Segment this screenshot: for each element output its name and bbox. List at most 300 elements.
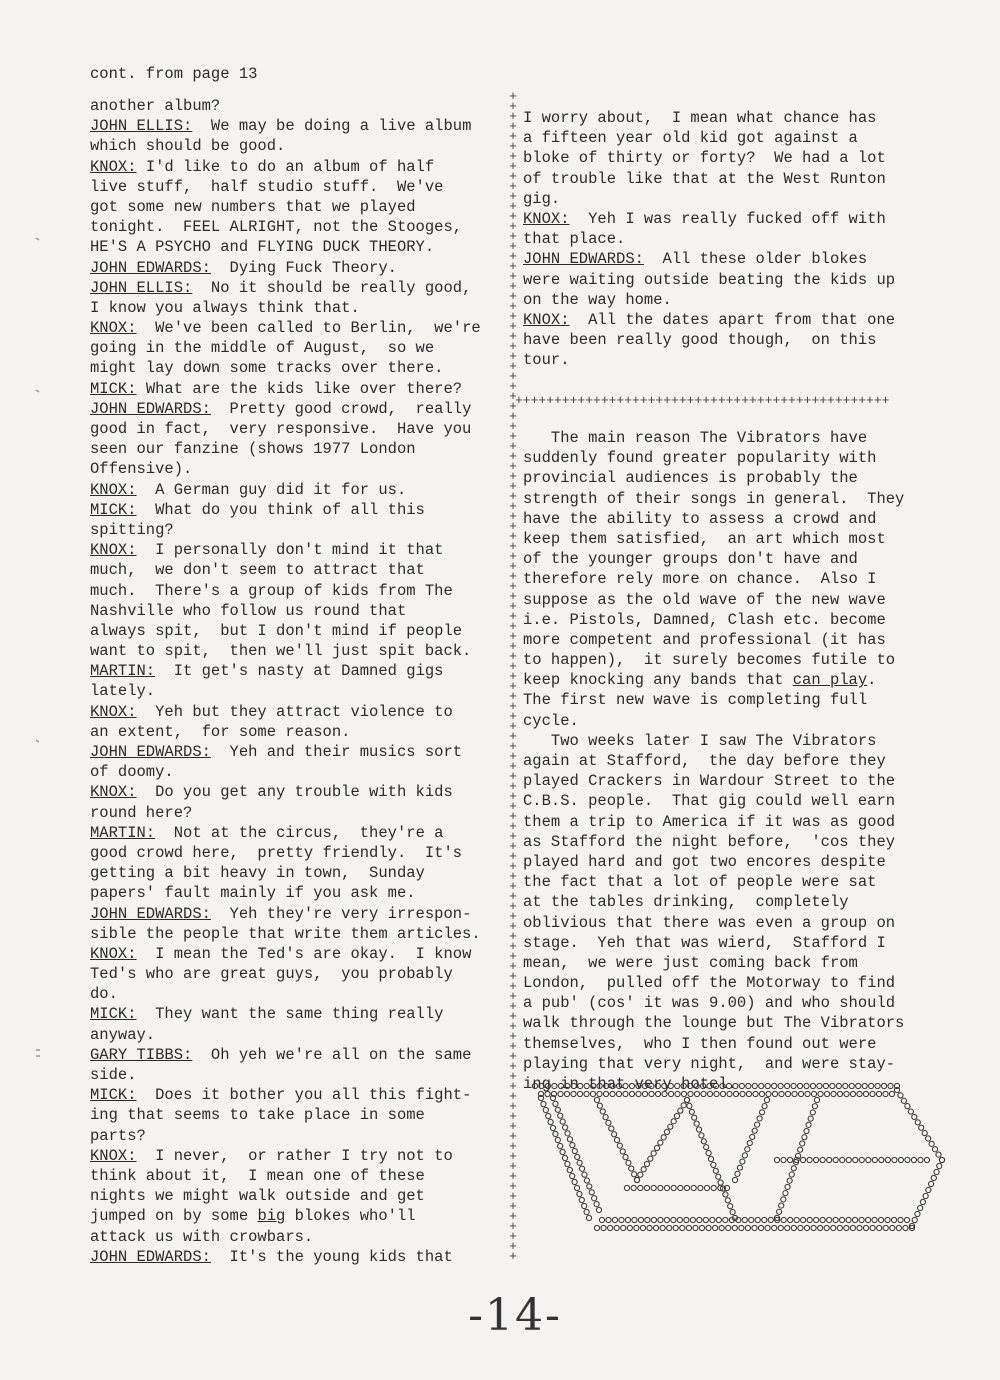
logo-dot	[745, 1147, 750, 1152]
logo-dot	[571, 1083, 576, 1088]
text-line	[90, 480, 502, 500]
logo-dot	[671, 1217, 676, 1222]
right-column-interview-text	[523, 108, 923, 370]
text-line	[523, 448, 923, 468]
logo-dot	[774, 1157, 779, 1162]
logo-dot	[572, 1148, 577, 1153]
logo-dot	[806, 1122, 811, 1127]
logo-dot	[582, 1203, 587, 1208]
logo-dot	[811, 1225, 816, 1230]
section-divider-plus-line: ++++++++++++++++++++++++++++++++++++++++++++++++	[515, 394, 890, 408]
text-segment: Dying Fuck Theory.	[210, 258, 397, 277]
logo-dot	[636, 1083, 641, 1088]
text-segment: good crowd here, pretty friendly. It's	[90, 843, 463, 862]
logo-dot	[807, 1157, 812, 1162]
logo-dot	[684, 1097, 689, 1102]
logo-dot	[567, 1167, 572, 1172]
text-line	[523, 610, 923, 630]
text-segment: The first new wave is completing full	[523, 691, 868, 710]
logo-dot	[915, 1211, 920, 1216]
underlined-text: JOHN ELLIS:	[90, 117, 193, 136]
text-line	[523, 209, 923, 229]
text-segment: I know you always think that.	[90, 298, 360, 317]
text-segment: ing that seems to take place in some	[90, 1106, 425, 1125]
text-line	[90, 298, 502, 318]
text-segment: played hard and got two encores despite	[523, 852, 886, 871]
logo-dot	[811, 1091, 816, 1096]
logo-dot	[931, 1175, 936, 1180]
logo-dot	[693, 1225, 698, 1230]
logo-dot	[706, 1225, 711, 1230]
logo-dot	[781, 1217, 786, 1222]
logo-dot	[609, 1126, 614, 1131]
logo-dot	[885, 1157, 890, 1162]
logo-dot	[601, 1225, 606, 1230]
logo-dot	[558, 1143, 563, 1148]
logo-dot	[550, 1125, 555, 1130]
logo-dot	[758, 1225, 763, 1230]
logo-dot	[620, 1149, 625, 1154]
text-segment: walk through the lounge but The Vibrators	[523, 1014, 905, 1033]
text-segment: The main reason The Vibrators have	[523, 429, 868, 447]
logo-dot	[810, 1110, 815, 1115]
logo-dot	[714, 1091, 719, 1096]
text-segment: seen our fanzine (shows 1977 London	[90, 440, 416, 459]
logo-dot	[932, 1147, 937, 1152]
logo-dot	[742, 1153, 747, 1158]
text-line	[90, 500, 502, 520]
logo-dot	[912, 1114, 917, 1119]
logo-dot	[739, 1225, 744, 1230]
logo-dot	[805, 1091, 810, 1096]
logo-dot	[844, 1091, 849, 1096]
text-segment: that place.	[523, 230, 626, 249]
logo-dot	[862, 1083, 867, 1088]
underlined-text: JOHN EDWARDS:	[523, 250, 644, 269]
logo-dot	[753, 1091, 758, 1096]
logo-dot	[655, 1091, 660, 1096]
logo-dot	[562, 1155, 567, 1160]
logo-dot	[810, 1083, 815, 1088]
logo-dot	[623, 1155, 628, 1160]
logo-dot	[794, 1217, 799, 1222]
text-line	[90, 1045, 502, 1065]
logo-dot	[698, 1185, 703, 1190]
logo-dot	[604, 1083, 609, 1088]
logo-dot	[692, 1115, 697, 1120]
text-segment: of the younger groups don't have and	[523, 550, 858, 569]
underlined-text: KNOX:	[90, 783, 137, 802]
text-line	[523, 933, 923, 953]
logo-dot	[560, 1119, 565, 1124]
logo-dot	[673, 1225, 678, 1230]
logo-dot	[732, 1225, 737, 1230]
text-line	[90, 1146, 502, 1166]
logo-dot	[778, 1225, 783, 1230]
logo-dot	[872, 1157, 877, 1162]
underlined-text: MICK:	[90, 379, 137, 398]
logo-dot	[730, 1210, 735, 1215]
logo-dot	[840, 1157, 845, 1162]
logo-dot	[612, 1132, 617, 1137]
logo-dot	[798, 1091, 803, 1096]
text-line	[523, 731, 923, 751]
logo-dot	[681, 1103, 686, 1108]
text-line	[90, 984, 502, 1004]
logo-dot	[791, 1166, 796, 1171]
logo-dot	[850, 1225, 855, 1230]
text-segment: live stuff, half studio stuff. We've	[90, 177, 444, 196]
text-segment: think about it, I mean one of these	[90, 1166, 425, 1185]
logo-dot	[846, 1157, 851, 1162]
logo-dot	[626, 1160, 631, 1165]
logo-dot	[727, 1091, 732, 1096]
text-line	[523, 290, 923, 310]
logo-dot	[567, 1137, 572, 1142]
text-line	[90, 278, 502, 298]
underlined-text: KNOX:	[90, 702, 137, 721]
logo-dot	[555, 1107, 560, 1112]
logo-dot	[713, 1168, 718, 1173]
logo-dot	[881, 1083, 886, 1088]
text-line	[523, 148, 923, 168]
logo-dot	[859, 1157, 864, 1162]
text-line	[90, 318, 502, 338]
text-segment: suddenly found greater popularity with	[523, 449, 877, 468]
text-line	[90, 601, 502, 621]
logo-dot	[596, 1207, 601, 1212]
logo-dot	[610, 1083, 615, 1088]
text-line	[523, 509, 923, 529]
logo-dot	[661, 1135, 666, 1140]
logo-dot	[768, 1217, 773, 1222]
text-segment: London, pulled off the Motorway to find	[523, 974, 896, 993]
logo-dot	[658, 1140, 663, 1145]
text-segment: always spit, but I don't mind if people	[90, 621, 463, 640]
logo-dot	[599, 1217, 604, 1222]
logo-dot	[577, 1160, 582, 1165]
logo-dot	[898, 1093, 903, 1098]
logo-dot	[911, 1157, 916, 1162]
logo-dot	[866, 1157, 871, 1162]
logo-dot	[590, 1091, 595, 1096]
text-segment: I'd like to do an album of half	[136, 157, 435, 176]
logo-dot	[904, 1217, 909, 1222]
text-segment: What do you think of all this	[136, 500, 425, 519]
text-line	[90, 883, 502, 903]
logo-dot	[711, 1185, 716, 1190]
text-line	[523, 189, 923, 209]
logo-dot	[876, 1091, 881, 1096]
logo-dot	[723, 1217, 728, 1222]
logo-dot	[883, 1225, 888, 1230]
text-segment: might lay down some tracks over there.	[90, 359, 444, 378]
underlined-text: MARTIN:	[90, 823, 156, 842]
text-segment: have the ability to assess a crowd and	[523, 509, 877, 528]
logo-dot	[928, 1181, 933, 1186]
text-segment: were waiting outside beating the kids up	[523, 270, 896, 289]
underlined-text: JOHN ELLIS:	[90, 278, 193, 297]
underlined-text: KNOX:	[90, 480, 137, 499]
text-line	[90, 1126, 502, 1146]
text-line	[523, 771, 923, 791]
logo-dot	[662, 1083, 667, 1088]
logo-dot	[579, 1197, 584, 1202]
logo-dot	[645, 1217, 650, 1222]
logo-dot	[565, 1161, 570, 1166]
logo-dot	[606, 1217, 611, 1222]
logo-dot	[898, 1217, 903, 1222]
logo-dot	[870, 1091, 875, 1096]
logo-dot	[831, 1091, 836, 1096]
text-line	[90, 762, 502, 782]
text-line	[90, 581, 502, 601]
logo-dot	[638, 1217, 643, 1222]
logo-dot	[762, 1104, 767, 1109]
text-line	[90, 681, 502, 701]
logo-dot	[863, 1225, 868, 1230]
text-line	[90, 338, 502, 358]
logo-dot	[688, 1091, 693, 1096]
logo-dot	[539, 1083, 544, 1088]
text-line	[523, 350, 923, 370]
text-segment: i.e. Pistols, Damned, Clash etc. become	[523, 610, 886, 629]
text-line	[523, 630, 923, 650]
logo-dot	[664, 1185, 669, 1190]
logo-dot	[623, 1083, 628, 1088]
text-line	[90, 1186, 502, 1206]
logo-dot	[735, 1171, 740, 1176]
logo-dot	[824, 1091, 829, 1096]
logo-dot	[820, 1157, 825, 1162]
logo-dot	[865, 1217, 870, 1222]
logo-dot	[779, 1091, 784, 1096]
text-segment: suppose as the old wave of the new wave	[523, 590, 886, 609]
text-line	[523, 670, 923, 690]
text-line	[90, 843, 502, 863]
text-line	[90, 439, 502, 459]
logo-dot	[850, 1091, 855, 1096]
logo-dot	[644, 1161, 649, 1166]
underlined-text: MARTIN:	[90, 662, 156, 681]
logo-dot	[629, 1166, 634, 1171]
text-segment: got some new numbers that we played	[90, 197, 416, 216]
text-line	[90, 1085, 502, 1105]
text-segment: parts?	[90, 1126, 146, 1145]
logo-dot	[586, 1215, 591, 1220]
text-segment: C.B.S. people. That gig could well earn	[523, 792, 896, 811]
logo-dot	[680, 1225, 685, 1230]
logo-dot	[857, 1091, 862, 1096]
text-segment: the fact that a lot of people were sat	[523, 873, 877, 892]
logo-dot	[759, 1110, 764, 1115]
logo-dot	[785, 1184, 790, 1189]
logo-dot	[778, 1083, 783, 1088]
text-segment: All the dates apart from that one	[569, 310, 896, 329]
logo-dot	[802, 1135, 807, 1140]
logo-dot	[875, 1083, 880, 1088]
logo-dot	[677, 1217, 682, 1222]
text-line	[523, 529, 923, 549]
text-line	[523, 569, 923, 589]
logo-dot	[701, 1091, 706, 1096]
text-line	[523, 832, 923, 852]
logo-dot	[750, 1134, 755, 1139]
logo-dot	[885, 1217, 890, 1222]
logo-dot	[642, 1091, 647, 1096]
logo-dot	[740, 1091, 745, 1096]
logo-dot	[903, 1225, 908, 1230]
logo-dot	[742, 1217, 747, 1222]
logo-dot	[934, 1169, 939, 1174]
logo-dot	[545, 1091, 550, 1096]
text-line	[90, 157, 502, 177]
underlined-text: JOHN EDWARDS:	[90, 743, 211, 761]
text-line	[90, 560, 502, 580]
text-line	[523, 812, 923, 832]
logo-dot	[898, 1157, 903, 1162]
logo-dot	[781, 1157, 786, 1162]
text-line	[523, 428, 923, 448]
text-segment: blokes who'll	[285, 1207, 416, 1226]
logo-dot	[915, 1120, 920, 1125]
logo-dot	[634, 1225, 639, 1230]
text-segment: lately.	[90, 682, 156, 701]
logo-dot	[762, 1217, 767, 1222]
text-line	[90, 924, 502, 944]
logo-dot	[552, 1083, 557, 1088]
logo-dot	[783, 1191, 788, 1196]
logo-dot	[654, 1145, 659, 1150]
logo-dot	[919, 1125, 924, 1130]
text-segment: bloke of thirty or forty? We had a lot	[523, 149, 886, 168]
logo-dot	[752, 1083, 757, 1088]
logo-dot	[863, 1091, 868, 1096]
logo-dot	[766, 1091, 771, 1096]
text-line	[90, 803, 502, 823]
logo-dot	[837, 1225, 842, 1230]
logo-dot	[877, 1225, 882, 1230]
logo-dot	[733, 1091, 738, 1096]
text-line	[523, 973, 923, 993]
text-line	[523, 993, 923, 1013]
text-segment: I personally don't mind it that	[136, 541, 444, 560]
logo-dot	[726, 1083, 731, 1088]
logo-dot	[587, 1184, 592, 1189]
logo-dot	[614, 1225, 619, 1230]
text-line	[523, 310, 923, 330]
text-segment: attack us with crowbars.	[90, 1227, 314, 1246]
logo-dot	[905, 1104, 910, 1109]
logo-dot	[631, 1185, 636, 1190]
logo-dot	[787, 1178, 792, 1183]
underlined-text: MICK:	[90, 500, 137, 519]
logo-dot	[720, 1091, 725, 1096]
logo-dot	[878, 1217, 883, 1222]
logo-dot	[840, 1217, 845, 1222]
logo-dot	[833, 1217, 838, 1222]
text-segment: jumped on by some	[90, 1207, 258, 1226]
text-segment: Yeh and their musics sort	[210, 743, 463, 761]
text-segment: have been really good though, on this	[523, 331, 877, 350]
logo-dot	[752, 1225, 757, 1230]
logo-dot	[918, 1157, 923, 1162]
logo-dot	[690, 1217, 695, 1222]
logo-dot	[543, 1107, 548, 1112]
logo-dot	[627, 1225, 632, 1230]
underlined-text: big	[257, 1207, 286, 1226]
logo-dot	[671, 1119, 676, 1124]
underlined-text: KNOX:	[523, 209, 570, 228]
text-segment: therefore rely more on chance. Also I	[523, 570, 877, 589]
logo-dot	[749, 1217, 754, 1222]
text-segment: Yeh but they attract violence to	[136, 702, 453, 721]
logo-dot	[541, 1101, 546, 1106]
continuation-header: cont. from page 13	[90, 65, 258, 83]
logo-dot	[797, 1083, 802, 1088]
logo-dot	[636, 1091, 641, 1096]
logo-dot	[725, 1198, 730, 1203]
logo-dot	[857, 1225, 862, 1230]
logo-dot	[787, 1157, 792, 1162]
text-line	[523, 852, 923, 872]
logo-dot	[923, 1193, 928, 1198]
logo-dot	[746, 1091, 751, 1096]
logo-dot	[632, 1217, 637, 1222]
text-line	[523, 650, 923, 670]
text-segment: ing in that very hotel.	[523, 1075, 737, 1093]
text-segment: round here?	[90, 803, 193, 822]
text-segment: them a trip to America if it was as good	[523, 812, 896, 831]
logo-dot	[606, 1120, 611, 1125]
text-segment: keep knocking any bands that	[523, 671, 793, 690]
text-segment: which should be good.	[90, 137, 286, 156]
logo-dot	[781, 1197, 786, 1202]
underlined-text: KNOX:	[90, 541, 137, 560]
text-segment: getting a bit heavy in town, Sunday	[90, 864, 425, 883]
underlined-text: KNOX:	[90, 157, 137, 176]
text-segment: want to spit, then we'll just spit back.	[90, 642, 472, 661]
logo-dot	[711, 1162, 716, 1167]
logo-dot	[649, 1083, 654, 1088]
logo-dot	[708, 1156, 713, 1161]
text-line	[523, 1034, 923, 1054]
logo-dot	[668, 1124, 673, 1129]
logo-dot	[713, 1225, 718, 1230]
logo-dot	[726, 1225, 731, 1230]
text-segment: keep them satisfied, an art which most	[523, 529, 886, 548]
logo-dot	[870, 1225, 875, 1230]
text-segment: All these older blokes	[643, 250, 868, 269]
logo-dot	[691, 1185, 696, 1190]
logo-dot	[804, 1128, 809, 1133]
logo-dot	[651, 1185, 656, 1190]
logo-dot	[872, 1217, 877, 1222]
text-line	[90, 358, 502, 378]
logo-dot	[570, 1143, 575, 1148]
text-line	[523, 108, 923, 128]
text-line	[523, 549, 923, 569]
text-segment: more competent and professional (it has	[523, 630, 886, 649]
logo-dot	[804, 1083, 809, 1088]
text-segment: .	[867, 671, 877, 690]
logo-dot	[706, 1151, 711, 1156]
logo-dot	[632, 1172, 637, 1177]
logo-dot	[747, 1140, 752, 1145]
logo-dot	[560, 1149, 565, 1154]
logo-dot	[820, 1217, 825, 1222]
logo-dot	[545, 1083, 550, 1088]
